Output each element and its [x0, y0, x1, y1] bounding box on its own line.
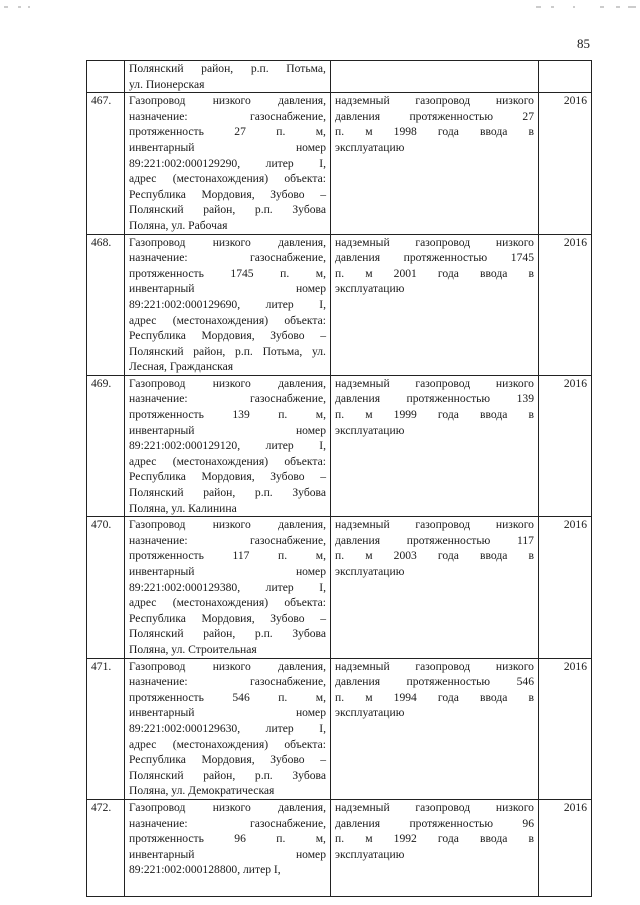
- technical-characteristics: [331, 375, 539, 516]
- object-description: [125, 234, 331, 375]
- object-line: инвентарный номер: [129, 565, 326, 578]
- object-line: Полянский район, р.п. Потьма,: [129, 62, 326, 75]
- object-line: Полянский район, р.п. Потьма, ул.: [129, 344, 326, 358]
- object-line: назначение: газоснабжение,: [129, 533, 326, 547]
- register-body: [87, 61, 592, 897]
- characteristics-line: п. м 2003 года ввода в: [335, 549, 534, 563]
- property-register-table: [86, 60, 592, 897]
- object-line: инвентарный номер: [129, 282, 326, 296]
- table-row: [87, 517, 592, 658]
- characteristics-line: давления протяженностью 117: [335, 533, 534, 547]
- object-line: адрес (местонахождения) объекта:: [129, 454, 326, 468]
- characteristics-line: давления протяженностью 1745: [335, 251, 534, 265]
- object-line: Лесная, Гражданская: [129, 360, 234, 374]
- object-line: инвентарный номер: [129, 847, 326, 861]
- characteristics-line: надземный газопровод низкого: [335, 376, 534, 390]
- characteristics-line: надземный газопровод низкого: [335, 800, 534, 814]
- object-line: Поляна, ул. Рабочая: [129, 218, 228, 232]
- object-line: ул. Пионерская: [129, 77, 205, 91]
- characteristics-line: п. м 1994 года ввода в: [335, 690, 534, 704]
- characteristics-line: надземный газопровод низкого: [335, 518, 534, 532]
- page-number: 85: [577, 36, 590, 51]
- object-line: Республика Мордовия, Зубово –: [129, 611, 326, 625]
- object-line: протяженность 96 п. м,: [129, 832, 326, 846]
- characteristics-line: давления протяженностью 96: [335, 816, 534, 830]
- table-row: [87, 658, 592, 799]
- table-row: [87, 61, 592, 93]
- object-line: протяженность 117 п. м,: [129, 549, 326, 563]
- characteristics-line: надземный газопровод низкого: [335, 659, 534, 673]
- object-description: [125, 799, 331, 896]
- technical-characteristics: [331, 658, 539, 799]
- characteristics-line: эксплуатацию: [335, 847, 405, 861]
- object-line: протяженность 1745 п. м,: [129, 266, 326, 280]
- object-line: инвентарный номер: [129, 140, 326, 154]
- characteristics-line: п. м 1992 года ввода в: [335, 832, 534, 846]
- year-cell: 2016: [539, 234, 592, 375]
- object-line: Газопровод низкого давления,: [129, 659, 326, 673]
- characteristics-line: эксплуатацию: [335, 565, 405, 578]
- object-line: Республика Мордовия, Зубово –: [129, 753, 326, 767]
- object-line: инвентарный номер: [129, 706, 326, 720]
- table-row: [87, 234, 592, 375]
- object-line: Поляна, ул. Строительная: [129, 642, 257, 656]
- object-line: назначение: газоснабжение,: [129, 109, 326, 123]
- object-line: Газопровод низкого давления,: [129, 235, 326, 249]
- characteristics-line: п. м 1999 года ввода в: [335, 408, 534, 422]
- technical-characteristics: [331, 234, 539, 375]
- object-line: адрес (местонахождения) объекта:: [129, 737, 326, 751]
- object-line: Республика Мордовия, Зубово –: [129, 470, 326, 484]
- table-row: [87, 93, 592, 234]
- object-description: [125, 61, 331, 93]
- object-description: [125, 93, 331, 234]
- technical-characteristics: [331, 799, 539, 896]
- characteristics-line: давления протяженностью 27: [335, 109, 534, 123]
- row-number: 472.: [87, 799, 125, 896]
- technical-characteristics: [331, 517, 539, 658]
- characteristics-line: эксплуатацию: [335, 282, 405, 296]
- object-line: 89:221:002:000129630, литер I,: [129, 721, 326, 735]
- year-cell: 2016: [539, 93, 592, 234]
- object-line: протяженность 546 п. м,: [129, 690, 326, 704]
- characteristics-line: эксплуатацию: [335, 423, 405, 437]
- object-line: Полянский район, р.п. Зубова: [129, 486, 326, 500]
- object-line: Полянский район, р.п. Зубова: [129, 627, 326, 641]
- characteristics-line: давления протяженностью 139: [335, 392, 534, 406]
- object-line: инвентарный номер: [129, 423, 326, 437]
- row-number: 470.: [87, 517, 125, 658]
- year-cell: 2016: [539, 799, 592, 896]
- row-number: 468.: [87, 234, 125, 375]
- object-line: адрес (местонахождения) объекта:: [129, 313, 326, 327]
- table-row: [87, 375, 592, 516]
- row-number: 467.: [87, 93, 125, 234]
- characteristics-line: надземный газопровод низкого: [335, 235, 534, 249]
- object-line: Поляна, ул. Калинина: [129, 501, 237, 515]
- year-cell: 2016: [539, 658, 592, 799]
- object-line: 89:221:002:000128800, литер I,: [129, 863, 281, 877]
- row-number: 469.: [87, 375, 125, 516]
- object-line: 89:221:002:000129380, литер I,: [129, 580, 326, 594]
- characteristics-line: п. м 1998 года ввода в: [335, 125, 534, 139]
- object-description: [125, 517, 331, 658]
- object-line: адрес (местонахождения) объекта:: [129, 172, 326, 186]
- object-line: Полянский район, р.п. Зубова: [129, 203, 326, 217]
- object-line: Республика Мордовия, Зубово –: [129, 329, 326, 343]
- scan-artifact-marks: [0, 4, 640, 10]
- object-line: 89:221:002:000129290, литер I,: [129, 156, 326, 170]
- object-line: протяженность 139 п. м,: [129, 408, 326, 422]
- year-cell: 2016: [539, 375, 592, 516]
- characteristics-line: надземный газопровод низкого: [335, 94, 534, 108]
- technical-characteristics: [331, 93, 539, 234]
- table-row: [87, 799, 592, 896]
- technical-characteristics: [331, 61, 539, 93]
- object-line: Газопровод низкого давления,: [129, 518, 326, 532]
- object-line: назначение: газоснабжение,: [129, 675, 326, 689]
- characteristics-line: давления протяженностью 546: [335, 675, 534, 689]
- row-number: 471.: [87, 658, 125, 799]
- year-cell: 2016: [539, 517, 592, 658]
- object-description: [125, 658, 331, 799]
- characteristics-line: эксплуатацию: [335, 140, 405, 154]
- year-cell: [539, 61, 592, 93]
- object-line: назначение: газоснабжение,: [129, 251, 326, 265]
- object-line: 89:221:002:000129120, литер I,: [129, 439, 326, 453]
- characteristics-line: п. м 2001 года ввода в: [335, 266, 534, 280]
- object-line: Республика Мордовия, Зубово –: [129, 187, 326, 201]
- object-line: адрес (местонахождения) объекта:: [129, 596, 326, 610]
- row-number: [87, 61, 125, 93]
- characteristics-line: эксплуатацию: [335, 706, 405, 720]
- object-line: назначение: газоснабжение,: [129, 392, 326, 406]
- object-line: 89:221:002:000129690, литер I,: [129, 297, 326, 311]
- object-line: Газопровод низкого давления,: [129, 94, 326, 108]
- object-line: назначение: газоснабжение,: [129, 816, 326, 830]
- object-line: Газопровод низкого давления,: [129, 376, 326, 390]
- object-line: Полянский район, р.п. Зубова: [129, 768, 326, 782]
- object-line: протяженность 27 п. м,: [129, 125, 326, 139]
- object-line: Газопровод низкого давления,: [129, 800, 326, 814]
- object-line: Поляна, ул. Демократическая: [129, 784, 275, 798]
- object-description: [125, 375, 331, 516]
